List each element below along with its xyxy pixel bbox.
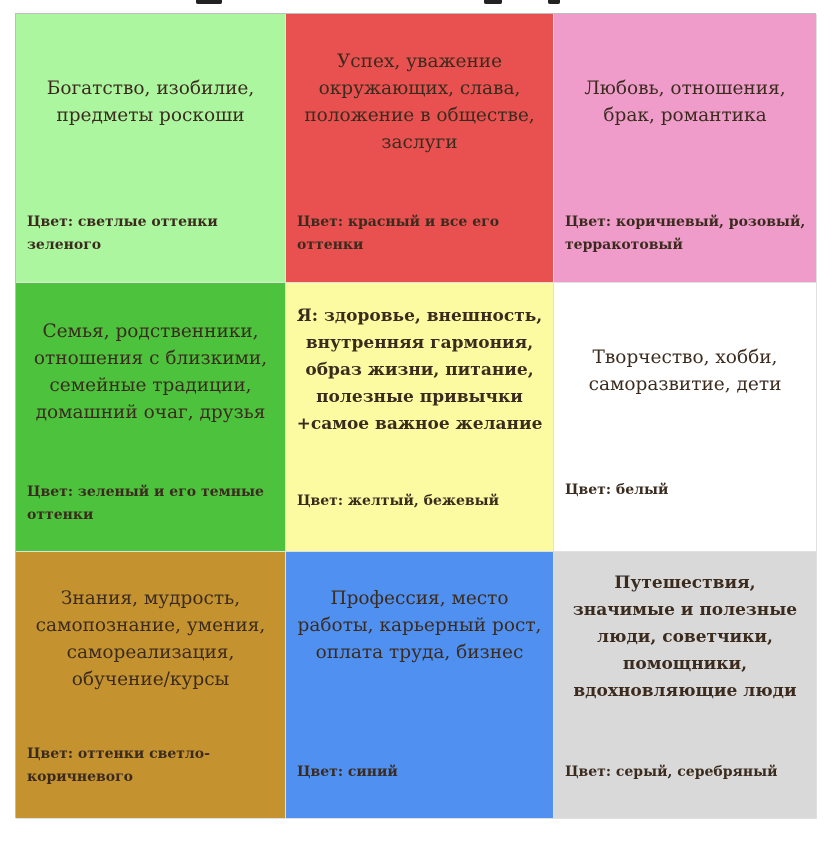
cell-wealth [16, 14, 286, 283]
bagua-grid [15, 13, 816, 818]
cell-title: Знания, мудрость, самопознание, умения, самореализация, обучение/курсы [35, 588, 266, 690]
cell-color-text: Цвет: желтый, бежевый [297, 493, 500, 509]
cell-self [286, 283, 554, 552]
cell-creativity [554, 283, 817, 552]
cell-color-text: Цвет: коричневый, розовый, терракотовый [565, 214, 806, 253]
cell-title: Профессия, место работы, карьерный рост, оплата труда, бизнес [297, 588, 542, 663]
cell-love [554, 14, 817, 283]
cell-title: Богатство, изобилие, предметы роскоши [46, 78, 255, 126]
cell-career [286, 552, 554, 819]
cell-knowledge [16, 552, 286, 819]
cell-family [16, 283, 286, 552]
cell-color-text: Цвет: оттенки светло-коричневого [27, 746, 210, 785]
cell-title: Любовь, отношения, брак, романтика [584, 78, 786, 126]
cell-fame [286, 14, 554, 283]
cell-travel [554, 552, 817, 819]
cell-title: Успех, уважение окружающих, слава, положение в обществе, заслуги [304, 51, 535, 153]
cell-color-text: Цвет: светлые оттенки зеленого [27, 214, 218, 253]
cell-color-text: Цвет: синий [297, 764, 398, 780]
cell-title: Творчество, хобби, саморазвитие, дети [588, 347, 782, 395]
cell-title: Путешествия, значимые и полезные люди, советчики, помощники, вдохновляющие люди [572, 573, 798, 701]
cell-color-text: Цвет: зеленый и его темные оттенки [27, 484, 264, 523]
cell-color-text: Цвет: серый, серебряный [565, 764, 778, 780]
cell-color-text: Цвет: белый [565, 482, 669, 498]
cell-title: Я: здоровье, внешность, внутренняя гармония, образ жизни, питание, полезные привычки +самое важное желание [296, 306, 543, 434]
cell-color-text: Цвет: красный и все его оттенки [297, 214, 500, 253]
cell-title: Семья, родственники, отношения с близкими, семейные традиции, домашний очаг, друзья [33, 321, 268, 423]
cropped-top-text [0, 0, 828, 12]
